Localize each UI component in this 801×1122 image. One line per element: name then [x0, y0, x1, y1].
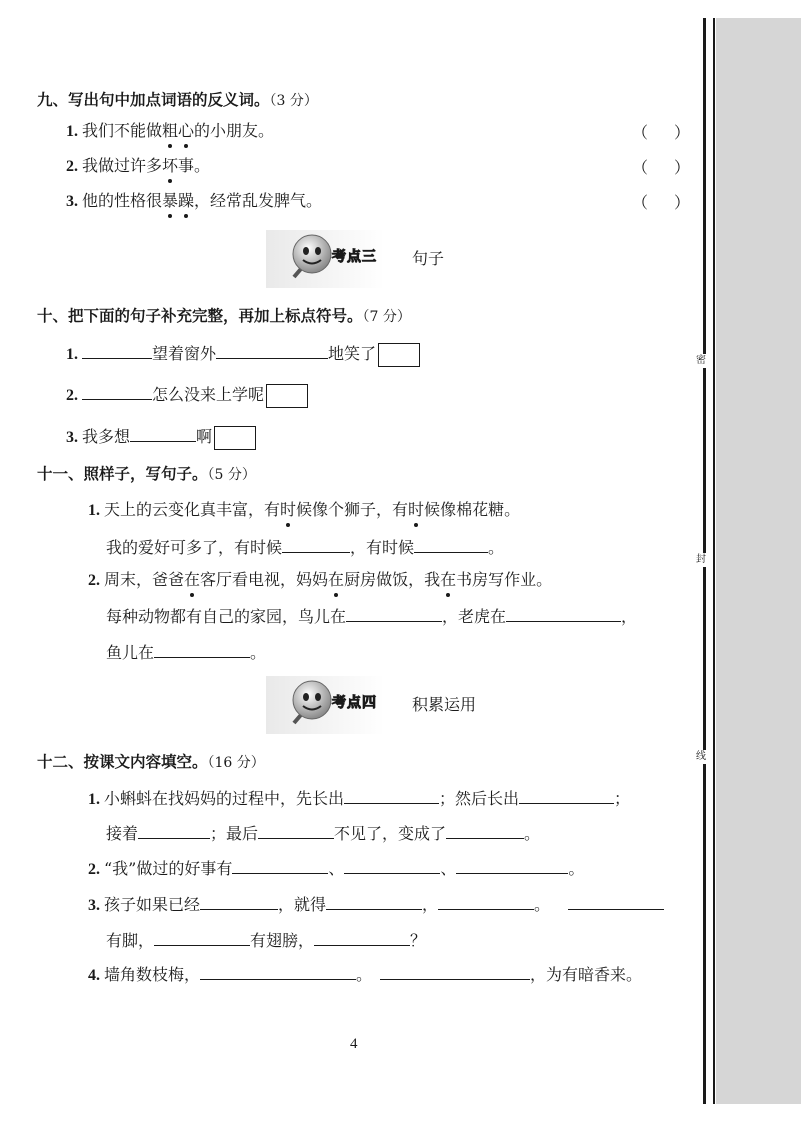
answer-blank[interactable]: [130, 424, 196, 442]
answer-blank[interactable]: [568, 892, 664, 910]
answer-blank[interactable]: [82, 382, 152, 400]
q12-item-1-cont: 接着 ；最后 不见了，变成了 。: [106, 821, 540, 845]
q9-answer-3[interactable]: （ ）: [632, 193, 690, 212]
q11-item-1-task: 我的爱好可多了，有时候 ，有时候 。: [106, 535, 504, 559]
answer-blank[interactable]: [154, 640, 250, 658]
section-title: 句子: [412, 249, 445, 268]
q11-item-2-example: 2. 周末，爸爸在客厅看电视，妈妈在厨房做饭，我在书房写作业。: [88, 570, 553, 589]
punctuation-box[interactable]: [378, 343, 420, 367]
section-banner-3: [266, 230, 481, 288]
q9-answer-2[interactable]: （ ）: [632, 158, 690, 177]
q11-item-1-example: 1. 天上的云变化真丰富，有时候像个狮子，有时候像棉花糖。: [88, 500, 521, 519]
answer-blank[interactable]: [200, 962, 356, 980]
q10-item-2: 2. 怎么没来上学呢: [66, 382, 308, 408]
smiley-pencil-icon: [286, 233, 332, 279]
answer-blank[interactable]: [344, 856, 440, 874]
punctuation-box[interactable]: [214, 426, 256, 450]
answer-blank[interactable]: [138, 821, 210, 839]
binding-rule-inner: [713, 18, 715, 1104]
answer-blank[interactable]: [344, 786, 439, 804]
punctuation-box[interactable]: [266, 384, 308, 408]
q9-heading: 九、写出句中加点词语的反义词。（3 分）: [37, 91, 318, 109]
q12-item-3-cont: 有脚， 有翅膀， ？: [106, 928, 426, 952]
q9-item-3: 3. 他的性格很暴躁，经常乱发脾气。: [66, 191, 323, 210]
q12-item-4: 4. 墙角数枝梅， 。 ，为有暗香来。: [88, 962, 642, 987]
answer-blank[interactable]: [326, 892, 422, 910]
q12-heading: 十二、按课文内容填空。（16 分）: [37, 753, 265, 771]
smiley-pencil-icon: [286, 679, 332, 725]
q11-item-2-task: 每种动物都有自己的家园，鸟儿在 ，老虎在 ，: [106, 604, 637, 628]
answer-blank[interactable]: [282, 535, 350, 553]
binding-margin: [716, 18, 801, 1104]
answer-blank[interactable]: [216, 341, 328, 359]
answer-blank[interactable]: [456, 856, 568, 874]
q9-answer-1[interactable]: （ ）: [632, 123, 690, 142]
q11-item-2-task-cont: 鱼儿在 。: [106, 640, 266, 664]
answer-blank[interactable]: [258, 821, 334, 839]
answer-blank[interactable]: [200, 892, 278, 910]
q12-item-3: 3. 孩子如果已经 ，就得 ， 。: [88, 892, 664, 917]
q11-heading: 十一、照样子，写句子。（5 分）: [37, 465, 256, 483]
margin-fold-char: 封: [693, 553, 709, 567]
q9-item-1: 1. 我们不能做粗心的小朋友。: [66, 121, 275, 140]
section-title: 积累运用: [412, 695, 477, 714]
q10-item-1: 1. 望着窗外 地笑了: [66, 341, 420, 367]
q9-item-2: 2. 我做过许多坏事。: [66, 156, 211, 175]
answer-blank[interactable]: [506, 604, 621, 622]
answer-blank[interactable]: [519, 786, 614, 804]
answer-blank[interactable]: [346, 604, 442, 622]
q12-item-2: 2. “我”做过的好事有 、 、 。: [88, 856, 584, 881]
answer-blank[interactable]: [82, 341, 152, 359]
answer-blank[interactable]: [154, 928, 250, 946]
margin-line-char: 线: [693, 750, 709, 764]
answer-blank[interactable]: [438, 892, 534, 910]
q10-heading: 十、把下面的句子补充完整，再加上标点符号。（7 分）: [37, 307, 411, 325]
answer-blank[interactable]: [380, 962, 530, 980]
q12-item-1: 1. 小蝌蚪在找妈妈的过程中，先长出 ；然后长出 ；: [88, 786, 630, 811]
q10-item-3: 3. 我多想 啊: [66, 424, 256, 450]
page-number: 4: [350, 1036, 358, 1052]
answer-blank[interactable]: [446, 821, 524, 839]
answer-blank[interactable]: [414, 535, 488, 553]
margin-seal-char: 密: [693, 354, 709, 368]
section-badge: 考点三: [332, 249, 377, 265]
section-banner-4: [266, 676, 481, 734]
answer-blank[interactable]: [314, 928, 410, 946]
answer-blank[interactable]: [232, 856, 328, 874]
section-badge: 考点四: [332, 695, 377, 711]
